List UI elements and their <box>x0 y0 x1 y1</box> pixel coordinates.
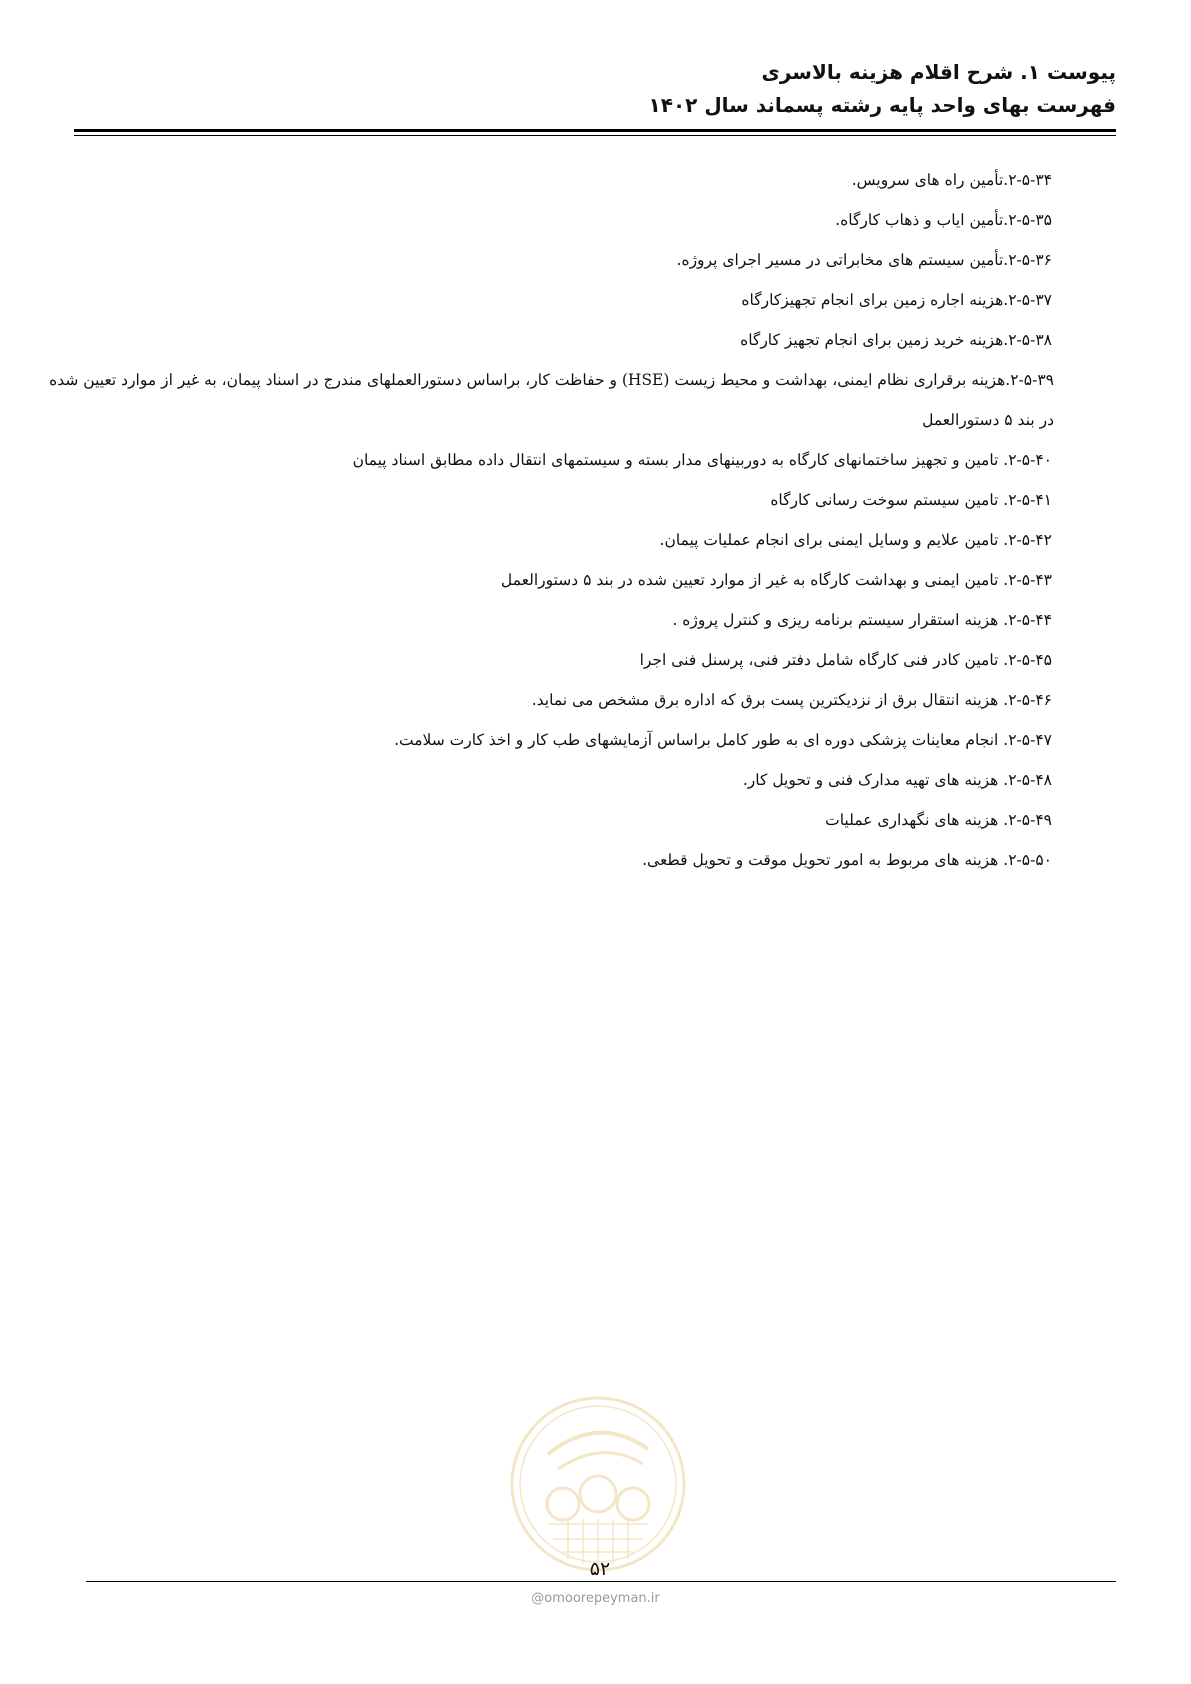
header-divider-thick <box>74 129 1116 132</box>
list-item: ۲-۵-۴۵. تامین کادر فنی کارگاه شامل دفتر فنی، پرسنل فنی اجرا <box>639 651 1052 669</box>
list-item: ۲-۵-۳۶.تأمین سیستم های مخابراتی در مسیر اجرای پروژه. <box>676 251 1052 269</box>
list-item: ۲-۵-۳۷.هزینه اجاره زمین برای انجام تجهیزکارگاه <box>741 291 1052 309</box>
footer-website: @omoorepeyman.ir <box>531 1591 660 1606</box>
list-item: ۲-۵-۴۰. تامین و تجهیز ساختمانهای کارگاه به دوربینهای مدار بسته و سیستمهای انتقال داده مطابق اسناد پیمان <box>352 451 1052 469</box>
list-item: ۲-۵-۴۴. هزینه استقرار سیستم برنامه ریزی و کنترل پروژه . <box>672 611 1052 629</box>
list-item: ۲-۵-۴۸. هزینه های تهیه مدارک فنی و تحویل کار. <box>742 771 1052 789</box>
header-title: پیوست ۱. شرح اقلام هزینه بالاسری <box>761 60 1116 84</box>
list-item: ۲-۵-۴۹. هزینه های نگهداری عملیات <box>825 811 1052 829</box>
footer-divider <box>86 1581 1116 1582</box>
page-header <box>74 56 1116 122</box>
list-item: ۲-۵-۳۸.هزینه خرید زمین برای انجام تجهیز کارگاه <box>740 331 1052 349</box>
header-subtitle: فهرست بهای واحد پایه رشته پسماند سال ۱۴۰۲ <box>648 93 1116 117</box>
list-item: ۲-۵-۳۵.تأمین ایاب و ذهاب کارگاه. <box>835 211 1052 229</box>
list-item: ۲-۵-۵۰. هزینه های مربوط به امور تحویل موقت و تحویل قطعی. <box>642 851 1052 869</box>
list-item: ۲-۵-۳۹.هزینه برقراری نظام ایمنی، بهداشت و محیط زیست (HSE) و حفاظت کار، براساس دستورالعملهای مندرج در اسناد پیمان، به غیر از موارد تعیین شده در بند ۵ دستورالعمل <box>49 371 1054 429</box>
watermark-logo <box>508 1394 688 1574</box>
list-item: ۲-۵-۳۴.تأمین راه های سرویس. <box>851 171 1052 189</box>
list-item: ۲-۵-۴۳. تامین ایمنی و بهداشت کارگاه به غیر از موارد تعیین شده در بند ۵ دستورالعمل <box>500 571 1052 589</box>
header-divider-thin <box>74 135 1116 136</box>
list-item: ۲-۵-۴۶. هزینه انتقال برق از نزدیکترین پست برق که اداره برق مشخص می نماید. <box>531 691 1052 709</box>
document-body <box>49 160 1054 880</box>
list-item: ۲-۵-۴۷. انجام معاینات پزشکی دوره ای به طور کامل براساس آزمایشهای طب کار و اخذ کارت سلامت. <box>394 731 1052 749</box>
list-item: ۲-۵-۴۲. تامین علایم و وسایل ایمنی برای انجام عملیات پیمان. <box>659 531 1052 549</box>
watermark-seal-icon <box>508 1394 688 1574</box>
list-item: ۲-۵-۴۱. تامین سیستم سوخت رسانی کارگاه <box>770 491 1052 509</box>
page-number: ۵۲ <box>589 1558 611 1580</box>
